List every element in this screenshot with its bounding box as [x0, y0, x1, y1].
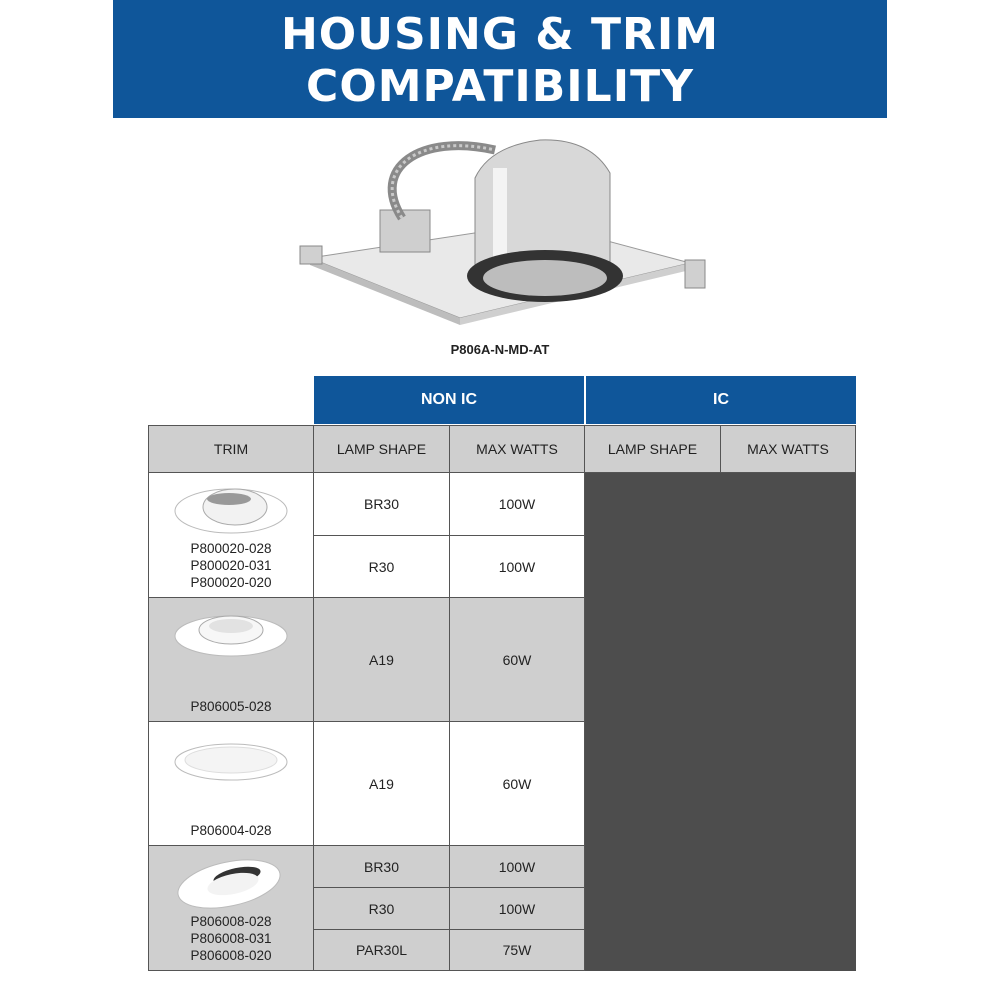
trim-cell: [148, 846, 314, 971]
ic-lamp-shape-header: LAMP SHAPE: [585, 425, 721, 473]
lamp-shape-cell: A19: [314, 598, 450, 722]
ic-header: IC: [586, 376, 856, 424]
trim-cell: [148, 473, 314, 598]
title-banner: [113, 0, 887, 118]
lamp-shape-cell: PAR30L: [314, 930, 450, 971]
trim-code: P806008-020: [190, 948, 272, 963]
max-watts-cell: 100W: [450, 473, 585, 536]
eyeball-trim-icon: [171, 481, 291, 537]
lamp-shape-cell: BR30: [314, 473, 450, 536]
trim-code: P806008-028: [190, 914, 272, 929]
trim-cell: [148, 598, 314, 722]
non-ic-max-watts-header: MAX WATTS: [450, 425, 585, 473]
ic-not-applicable-block: [585, 473, 856, 971]
trim-code: P800020-028: [190, 541, 272, 556]
non-ic-lamp-shape-header: LAMP SHAPE: [314, 425, 450, 473]
trim-cell: [148, 722, 314, 846]
max-watts-cell: 60W: [450, 722, 585, 846]
lens-trim-icon: [171, 730, 291, 786]
non-ic-header: NON IC: [314, 376, 584, 424]
recessed-housing-icon: [290, 128, 710, 328]
title-line-2: COMPATIBILITY: [306, 61, 694, 112]
lamp-shape-cell: R30: [314, 888, 450, 930]
ic-max-watts-header: MAX WATTS: [721, 425, 856, 473]
trim-code: P806004-028: [190, 823, 272, 838]
trim-code: P806005-028: [190, 699, 272, 714]
max-watts-cell: 100W: [450, 536, 585, 598]
trim-code: P806008-031: [190, 931, 272, 946]
housing-model-number: P806A-N-MD-AT: [450, 342, 550, 357]
max-watts-cell: 75W: [450, 930, 585, 971]
trim-code: P800020-031: [190, 558, 272, 573]
max-watts-cell: 100W: [450, 846, 585, 888]
lamp-shape-cell: A19: [314, 722, 450, 846]
lamp-shape-cell: BR30: [314, 846, 450, 888]
lamp-shape-cell: R30: [314, 536, 450, 598]
title-line-1: HOUSING & TRIM: [280, 9, 719, 60]
adjustable-trim-icon: [171, 606, 291, 662]
max-watts-cell: 100W: [450, 888, 585, 930]
trim-column-header: TRIM: [148, 425, 314, 473]
trim-code: P800020-020: [190, 575, 272, 590]
max-watts-cell: 60W: [450, 598, 585, 722]
slope-trim-icon: [171, 854, 291, 910]
